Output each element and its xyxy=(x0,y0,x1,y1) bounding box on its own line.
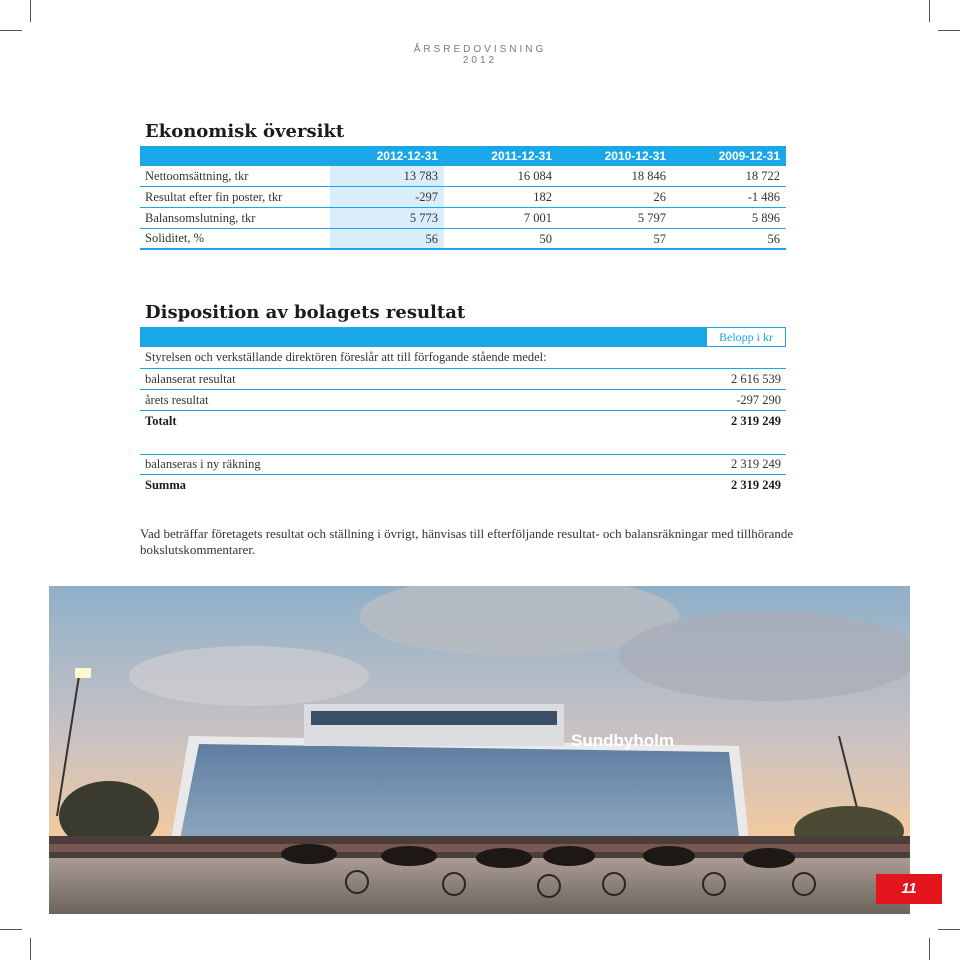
overview-title: Ekonomisk översikt xyxy=(145,121,345,142)
cell: -1 486 xyxy=(747,190,780,204)
table-row xyxy=(140,369,786,390)
disposition-title: Disposition av bolagets resultat xyxy=(145,302,466,323)
column-header: 2011-12-31 xyxy=(491,149,552,163)
crop-mark xyxy=(30,0,31,22)
overview-table xyxy=(140,146,786,250)
row-value: 2 319 249 xyxy=(731,478,781,492)
cell: -297 xyxy=(330,187,444,207)
row-label: balanseras i ny räkning xyxy=(145,457,261,471)
row-value: 2 319 249 xyxy=(731,414,781,428)
table-row xyxy=(140,208,786,229)
row-label: Summa xyxy=(145,478,186,492)
cell: 13 783 xyxy=(330,166,444,186)
table-row xyxy=(140,454,786,475)
cell: 5 773 xyxy=(330,208,444,228)
row-value: -297 290 xyxy=(736,392,781,407)
table-row xyxy=(140,187,786,208)
column-header: 2012-12-31 xyxy=(376,149,438,163)
table-row xyxy=(140,229,786,250)
sum-row xyxy=(140,475,786,496)
unit-label: Belopp i kr xyxy=(706,327,786,347)
disposition-header xyxy=(140,327,786,347)
disposition-intro xyxy=(140,347,786,369)
cell: 56 xyxy=(767,232,780,246)
row-label: Soliditet, % xyxy=(145,231,205,245)
crop-mark xyxy=(30,938,31,960)
overview-header-row xyxy=(140,146,786,166)
column-header: 2009-12-31 xyxy=(718,149,780,163)
racetrack-illustration xyxy=(49,586,910,914)
cell: 18 846 xyxy=(631,169,666,183)
total-row xyxy=(140,411,786,432)
crop-mark xyxy=(929,938,930,960)
crop-mark xyxy=(0,929,22,930)
running-head: ÅRSREDOVISNING 2012 xyxy=(413,44,547,66)
cell: 5 896 xyxy=(751,211,780,225)
row-label: balanserat resultat xyxy=(145,371,236,386)
sign-text: Sundbyholm xyxy=(571,731,674,750)
table-row xyxy=(140,166,786,187)
column-header: 2010-12-31 xyxy=(604,149,666,163)
cell: 182 xyxy=(533,190,552,204)
row-label: Balansomslutning, tkr xyxy=(145,210,256,225)
cell: 5 797 xyxy=(637,211,666,225)
cell: 50 xyxy=(539,232,552,246)
row-value: 2 319 249 xyxy=(731,457,781,471)
cell: 7 001 xyxy=(523,211,552,225)
crop-mark xyxy=(0,30,22,31)
body-paragraph: Vad beträffar företagets resultat och ställning i övrigt, hänvisas till efterföljande resultat- och balansräkningar med tillhörande bokslutskommentarer. xyxy=(140,526,794,557)
cell: 56 xyxy=(330,229,444,248)
row-label: årets resultat xyxy=(145,392,209,407)
cell: 18 722 xyxy=(745,169,780,183)
cell: 26 xyxy=(653,190,666,204)
intro-text: Styrelsen och verkställande direktören föreslår att till förfogande stående medel: xyxy=(145,350,547,364)
cell: 57 xyxy=(653,232,666,246)
crop-mark xyxy=(938,30,960,31)
row-label: Totalt xyxy=(145,414,177,428)
cell: 16 084 xyxy=(517,169,552,183)
disposition-table xyxy=(140,327,786,496)
row-value: 2 616 539 xyxy=(731,371,781,386)
row-label: Nettoomsättning, tkr xyxy=(145,168,249,183)
page-number: 11 xyxy=(876,874,942,904)
row-label: Resultat efter fin poster, tkr xyxy=(145,189,283,204)
crop-mark xyxy=(929,0,930,22)
racetrack-photo xyxy=(49,586,910,914)
crop-mark xyxy=(938,929,960,930)
table-row xyxy=(140,390,786,411)
